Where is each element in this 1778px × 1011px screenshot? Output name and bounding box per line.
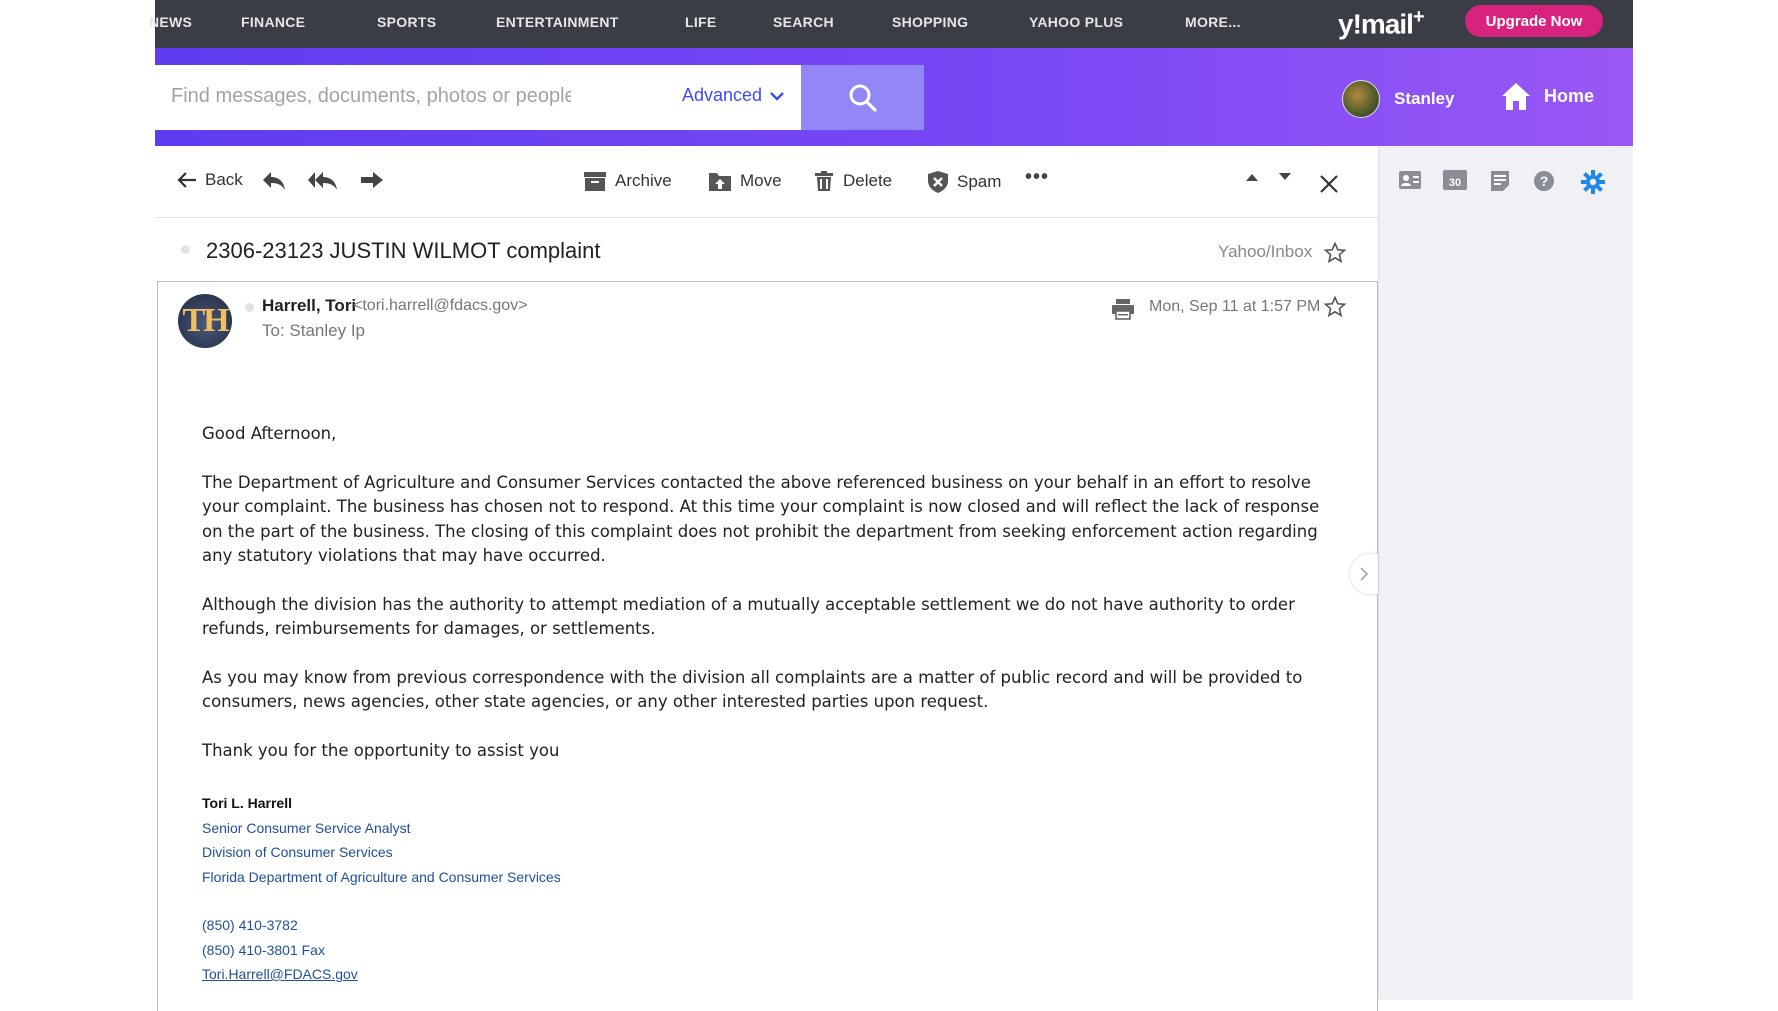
yahoo-mail-logo[interactable] — [1338, 6, 1424, 40]
chevron-right-icon — [1359, 567, 1369, 581]
message-star-icon[interactable] — [1324, 296, 1346, 317]
settings-gear-icon[interactable] — [1581, 170, 1605, 194]
nav-yahoo-plus[interactable]: YAHOO PLUS — [1029, 14, 1124, 30]
top-navigation — [149, 0, 1633, 48]
user-profile[interactable] — [1342, 80, 1454, 118]
body-paragraph-2: Although the division has the authority to attempt mediation of a mutually acceptable settlement we do not have authority to order refunds, reimbursements for damages, or settlements. — [202, 594, 1295, 638]
message-card — [157, 281, 1378, 1011]
nav-news[interactable]: NEWS — [149, 14, 193, 30]
sender-email[interactable]: <tori.harrell@fdacs.gov> — [353, 297, 528, 314]
search-input[interactable] — [171, 85, 571, 108]
calendar-day: 30 — [1448, 177, 1462, 189]
upgrade-now-button[interactable]: Upgrade Now — [1465, 5, 1603, 37]
search-button[interactable] — [801, 65, 924, 130]
close-icon — [1319, 174, 1339, 194]
search-header — [155, 48, 1633, 146]
message-subject: 2306-23123 JUSTIN WILMOT complaint — [206, 238, 601, 263]
notepad-icon[interactable] — [1490, 170, 1510, 192]
body-closing: Thank you for the opportunity to assist you — [202, 740, 560, 760]
spam-button[interactable] — [927, 170, 1001, 194]
help-icon[interactable] — [1533, 170, 1555, 192]
star-icon[interactable] — [1324, 242, 1346, 263]
caret-up-icon — [1245, 172, 1259, 182]
reply-all-icon — [307, 170, 339, 192]
signature-division: Division of Consumer Services — [202, 844, 393, 860]
sender-avatar[interactable] — [178, 294, 232, 348]
forward-button[interactable] — [359, 170, 385, 192]
signature-email-link[interactable]: Tori.Harrell@FDACS.gov — [202, 966, 358, 982]
home-label: Home — [1544, 85, 1595, 106]
search-box — [155, 65, 801, 130]
arrow-left-icon — [177, 171, 197, 189]
spam-label: Spam — [957, 172, 1002, 191]
search-icon — [848, 83, 878, 113]
nav-shopping[interactable]: SHOPPING — [892, 14, 969, 30]
mail-window — [149, 0, 1633, 1000]
archive-button[interactable] — [583, 170, 672, 192]
svg-text:?: ? — [1539, 173, 1549, 189]
home-link[interactable] — [1500, 81, 1594, 111]
avatar-initials: TH — [182, 302, 228, 339]
move-label: Move — [740, 171, 782, 190]
reply-all-button[interactable] — [307, 170, 339, 192]
nav-entertainment[interactable]: ENTERTAINMENT — [496, 14, 619, 30]
back-button[interactable] — [177, 170, 243, 190]
delete-button[interactable] — [813, 170, 892, 192]
message-date: Mon, Sep 11 at 1:57 PM — [1149, 298, 1321, 315]
caret-down-icon — [1278, 172, 1292, 182]
unread-dot[interactable] — [181, 245, 190, 254]
sender-status-dot — [245, 303, 254, 312]
nav-finance[interactable]: FINANCE — [241, 14, 306, 30]
reply-icon — [261, 170, 287, 192]
signature-fax: (850) 410-3801 Fax — [202, 941, 325, 958]
sender-name[interactable]: Harrell, Tori — [262, 296, 357, 315]
subject-row — [155, 218, 1378, 281]
forward-icon — [359, 170, 385, 192]
close-message-button[interactable] — [1319, 174, 1339, 194]
right-rail — [1378, 146, 1633, 1000]
trash-icon — [813, 170, 835, 192]
archive-icon — [583, 170, 607, 192]
signature — [202, 791, 561, 987]
advanced-search-toggle[interactable] — [682, 85, 784, 106]
brand-plus: + — [1412, 6, 1424, 28]
body-paragraph-3: As you may know from previous correspondence with the division all complaints are a matter of public record and will be provided to consumers, news agencies, other state agencies, or any other interested parties upon request. — [202, 667, 1303, 711]
reply-button[interactable] — [261, 170, 287, 192]
body-greeting: Good Afternoon, — [202, 424, 337, 443]
print-icon[interactable] — [1111, 298, 1135, 320]
nav-more[interactable]: MORE... — [1185, 14, 1241, 30]
brand-text: y!mail — [1338, 8, 1413, 40]
body-paragraph-1: The Department of Agriculture and Consumer Services contacted the above referenced business on your behalf in an effort to resolve your complaint. The business has chosen not to respond. At this time your complaint is now closed and will reflect the lack of response on the part of the business. The closing of this complaint does not prohibit the department from seeking enforcement action regarding any statutory violations that may have occurred. — [202, 472, 1320, 565]
delete-label: Delete — [843, 171, 893, 190]
signature-name: Tori L. Harrell — [202, 795, 292, 811]
move-folder-icon — [708, 170, 732, 192]
nav-life[interactable]: LIFE — [685, 14, 717, 30]
home-icon — [1500, 81, 1532, 111]
next-message-button[interactable] — [1278, 172, 1292, 182]
previous-message-button[interactable] — [1245, 172, 1259, 182]
archive-label: Archive — [615, 171, 672, 190]
message-body — [202, 422, 1332, 787]
avatar — [1342, 80, 1380, 118]
signature-phone: (850) 410-3782 — [202, 917, 298, 933]
signature-title: Senior Consumer Service Analyst — [202, 819, 411, 836]
chevron-down-icon — [770, 91, 784, 101]
user-name: Stanley — [1394, 89, 1455, 108]
back-label: Back — [205, 170, 243, 189]
folder-path[interactable]: Yahoo/Inbox — [1218, 242, 1313, 261]
shield-icon — [927, 170, 949, 194]
nav-search[interactable]: SEARCH — [773, 14, 834, 30]
nav-sports[interactable]: SPORTS — [377, 14, 437, 30]
message-toolbar — [155, 146, 1378, 218]
more-actions-button[interactable]: ••• — [1025, 166, 1050, 188]
advanced-label: Advanced — [682, 85, 763, 105]
calendar-icon[interactable] — [1443, 170, 1467, 190]
recipient: To: Stanley Ip — [262, 321, 366, 340]
contacts-icon[interactable] — [1398, 170, 1422, 190]
signature-department: Florida Department of Agriculture and Consumer Services — [202, 868, 561, 885]
move-button[interactable] — [708, 170, 782, 192]
